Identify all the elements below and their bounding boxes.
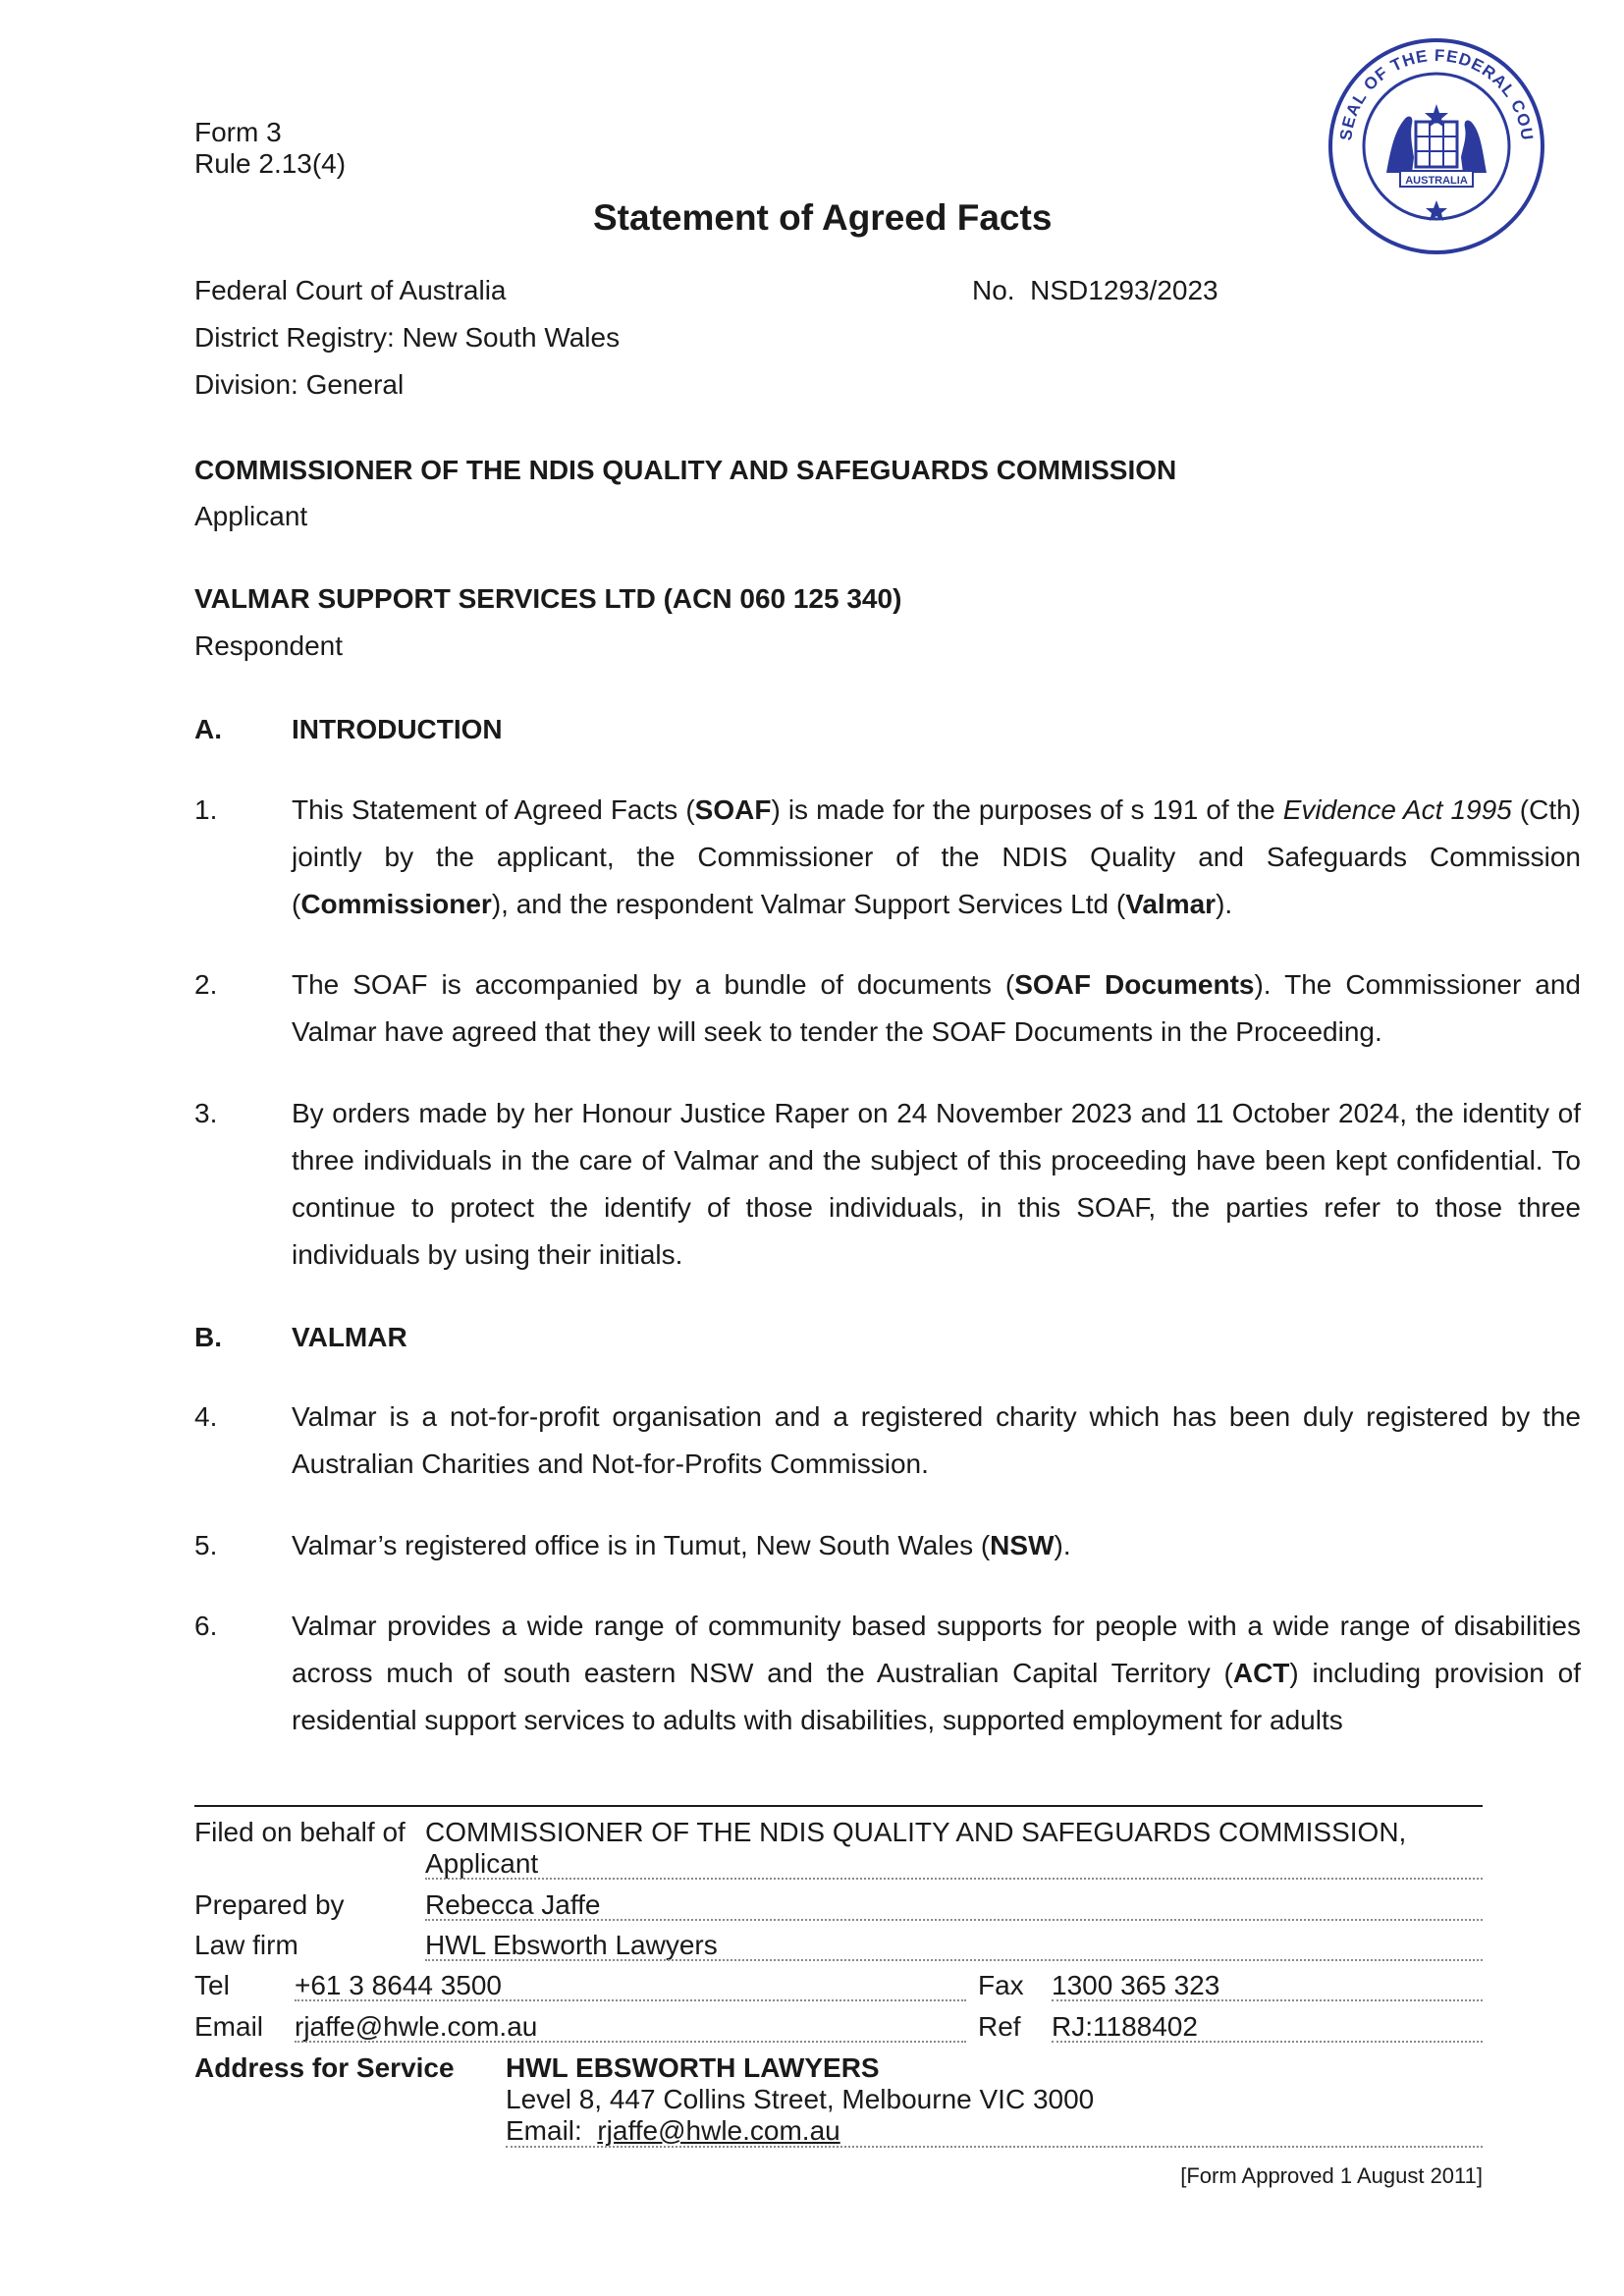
ref-label: Ref <box>978 2011 1021 2042</box>
form-approved-note: [Form Approved 1 August 2011] <box>1180 2163 1483 2188</box>
ref-dotted-line <box>1052 2041 1483 2043</box>
seal-ring-text: SEAL OF THE FEDERAL COU <box>1336 45 1537 142</box>
email-value: rjaffe@hwle.com.au <box>295 2011 538 2042</box>
seal-banner: AUSTRALIA <box>1405 175 1468 187</box>
fax-value: 1300 365 323 <box>1052 1970 1220 2000</box>
paragraph-4: Valmar is a not-for-profit organisation and a registered charity which has been duly registered by the Australian Charities and Not-for-Profits Commission. <box>292 1401 1581 1479</box>
address-line: Level 8, 447 Collins Street, Melbourne VIC 3000 <box>506 2084 1095 2114</box>
filed-dotted-line <box>425 1878 1483 1880</box>
tel-value: +61 3 8644 3500 <box>295 1970 502 2000</box>
paragraph-2-number: 2. <box>194 969 218 1000</box>
respondent-name: VALMAR SUPPORT SERVICES LTD (ACN 060 125 340) <box>194 583 902 614</box>
email-dotted-line <box>295 2041 966 2043</box>
filed-on-behalf-value-2: Applicant <box>425 1848 539 1879</box>
form-number: Form 3 <box>194 117 282 147</box>
form-rule: Rule 2.13(4) <box>194 148 347 179</box>
paragraph-1: This Statement of Agreed Facts (SOAF) is made for the purposes of s 191 of the Evidence Act 1995 (Cth) jointly by the applicant, the Commissioner of the NDIS Quality and Safeguards Commission (Commissioner), and the respondent Valmar Support Services Ltd (Valmar). <box>292 794 1582 919</box>
applicant-role: Applicant <box>194 501 308 531</box>
paragraph-3-number: 3. <box>194 1098 218 1128</box>
section-b-letter: B. <box>194 1322 222 1352</box>
section-a-letter: A. <box>194 714 222 744</box>
paragraph-5: Valmar’s registered office is in Tumut, New South Wales (NSW). <box>292 1530 1071 1560</box>
division: Division: General <box>194 369 405 400</box>
filed-on-behalf-value-1: COMMISSIONER OF THE NDIS QUALITY AND SAFEGUARDS COMMISSION, <box>425 1817 1407 1847</box>
section-b-title: VALMAR <box>292 1322 407 1352</box>
paragraph-6-number: 6. <box>194 1611 218 1641</box>
district-registry: District Registry: New South Wales <box>194 322 621 353</box>
address-for-service-label: Address for Service <box>194 2052 455 2083</box>
federal-court-seal <box>1326 35 1547 257</box>
respondent-role: Respondent <box>194 630 344 661</box>
footer-rule <box>194 1805 1483 1807</box>
email-label: Email <box>194 2011 264 2042</box>
prepared-dotted-line <box>425 1919 1483 1921</box>
firm-dotted-line <box>425 1959 1483 1961</box>
ref-value: RJ:1188402 <box>1052 2011 1198 2042</box>
court-name: Federal Court of Australia <box>194 275 507 305</box>
tel-label: Tel <box>194 1970 230 2000</box>
address-firm: HWL EBSWORTH LAWYERS <box>506 2052 880 2083</box>
file-number-value: NSD1293/2023 <box>1030 275 1218 305</box>
paragraph-2: The SOAF is accompanied by a bundle of documents (SOAF Documents). The Commissioner and Valmar have agreed that they will seek to tender the SOAF Documents in the Proceeding. <box>292 969 1582 1047</box>
document-title: Statement of Agreed Facts <box>593 197 1053 238</box>
section-a-title: INTRODUCTION <box>292 714 503 744</box>
law-firm-label: Law firm <box>194 1930 298 1960</box>
paragraph-6: Valmar provides a wide range of community based supports for people with a wide range of disabilities across much of south eastern NSW and the Australian Capital Territory (ACT) including provision of residential support services to adults with disabilities, supported employment for adults <box>292 1611 1581 1735</box>
file-number <box>972 274 1218 307</box>
address-email-link[interactable]: rjaffe@hwle.com.au <box>597 2115 840 2146</box>
paragraph-5-number: 5. <box>194 1530 218 1560</box>
paragraph-3: By orders made by her Honour Justice Raper on 24 November 2023 and 11 October 2024, the identity of three individuals in the care of Valmar and the subject of this proceeding have been kept confidential. To continue to protect the identify of those individuals, in this SOAF, the parties refer to those three individuals by using their initials. <box>292 1098 1581 1270</box>
prepared-by-label: Prepared by <box>194 1889 345 1920</box>
paragraph-4-number: 4. <box>194 1401 218 1432</box>
address-dotted-line <box>506 2146 1483 2148</box>
law-firm-value: HWL Ebsworth Lawyers <box>425 1930 718 1960</box>
file-number-label: No. <box>972 275 1015 305</box>
filed-on-behalf-label: Filed on behalf of <box>194 1817 406 1847</box>
fax-label: Fax <box>978 1970 1024 2000</box>
address-email-label: Email: <box>506 2115 582 2146</box>
address-email <box>506 2115 840 2147</box>
prepared-by-value: Rebecca Jaffe <box>425 1889 601 1920</box>
applicant-name: COMMISSIONER OF THE NDIS QUALITY AND SAFEGUARDS COMMISSION <box>194 455 1177 485</box>
paragraph-1-number: 1. <box>194 794 218 825</box>
fax-dotted-line <box>1052 1999 1483 2001</box>
tel-dotted-line <box>295 1999 966 2001</box>
